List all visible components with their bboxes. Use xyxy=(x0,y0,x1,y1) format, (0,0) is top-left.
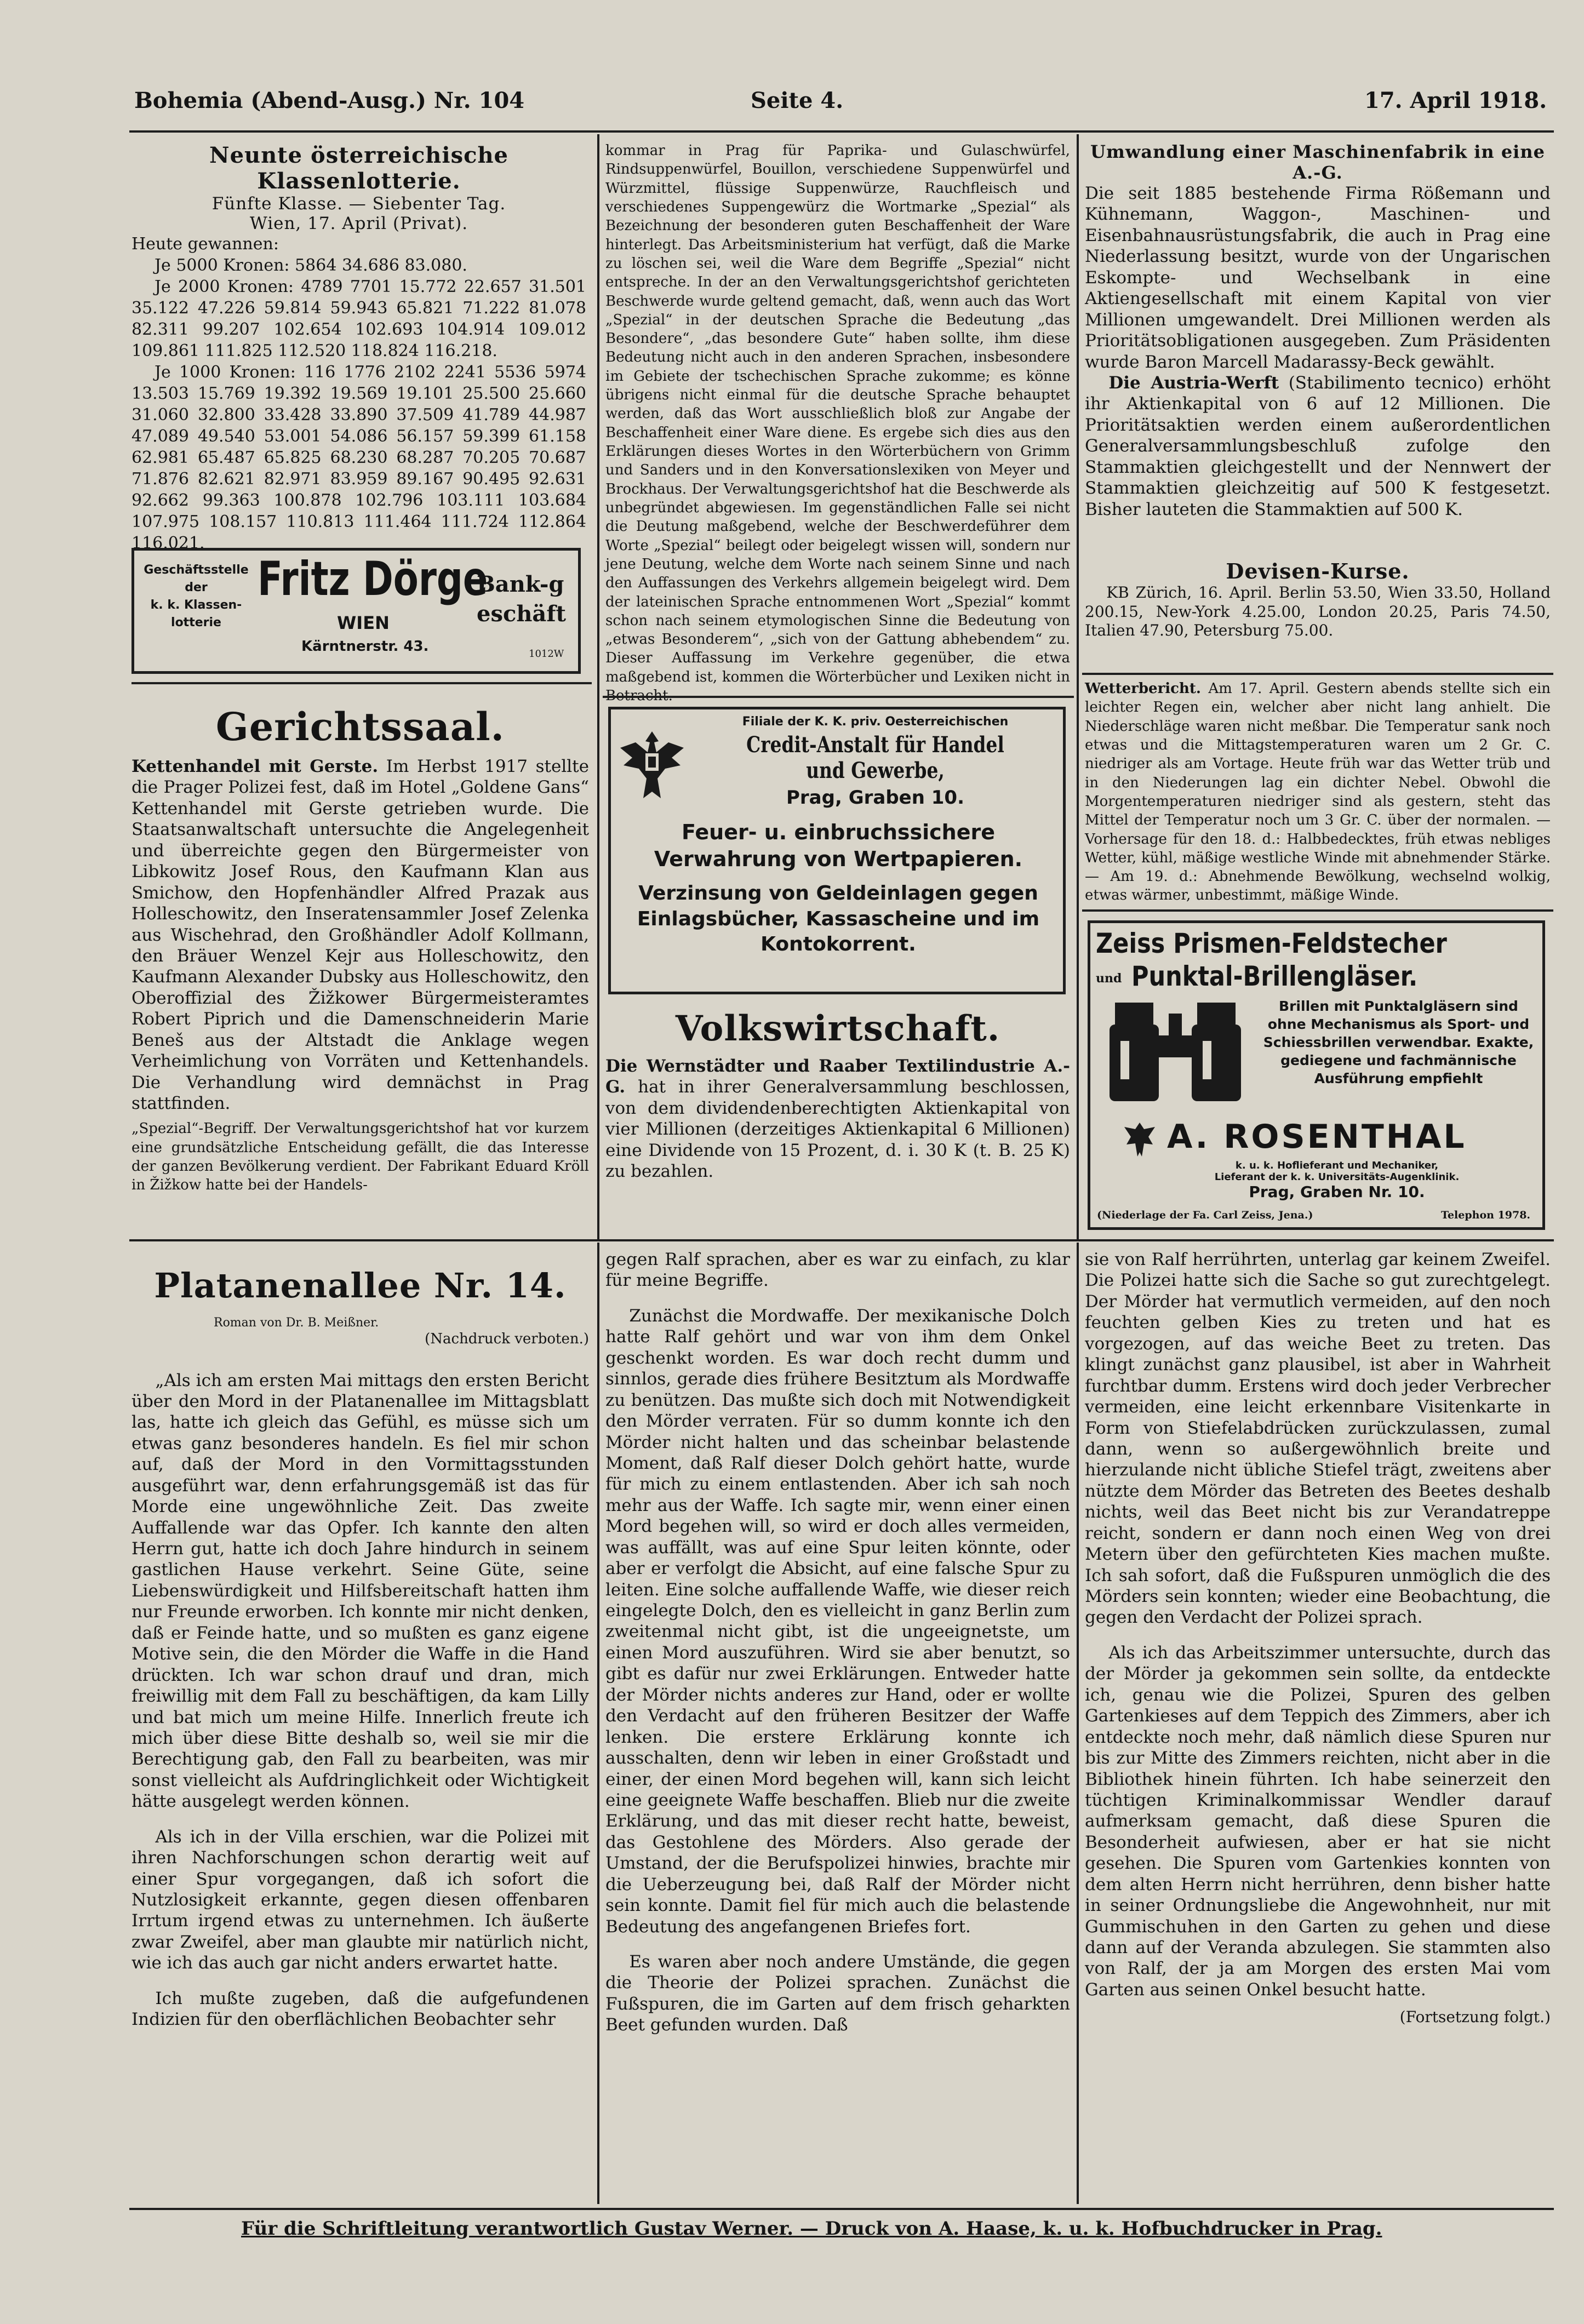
economy-section xyxy=(605,1008,1070,1238)
court-text: Im Herbst 1917 stellte die Prager Polizei fest, daß im Hotel „Goldene Gans“ Kettenhandel mit Gerste getrieben wurde. Die Staatsanwaltschaft untersuchte die Angelegenheit und überreichte gegen den Bürgermeister von Libkowitz Josef Rous, den Kaufmann Klan aus Smichow, den Hopfenhändler Alfred Prazak aus Holleschowitz, den Inseratensammler Josef Zelenka aus Wischehrad, den Großhändler Adolf Kollmann, den Bräuer Wenzel Kejr aus Holleschowitz, den Kaufmann Alexander Dubsky aus Holleschowitz, den Oberoffizial des Žižkower Bürgermeisteramtes Robert Piprich und die Damenschneiderin Marie Beneš aus der Altstadt die Anklage wegen Verheimlichung von Vorräten und Kettenhandels. Die Verhandlung wird demnächst in Prag stattfinden. xyxy=(131,757,589,1113)
bank-line-4: Feuer- u. einbruchssichere Verwahrung von Wertpapieren. xyxy=(654,820,1023,872)
lottery-subtitle: Fünfte Klasse. — Siebenter Tag. xyxy=(211,194,506,214)
eagle-emblem-icon xyxy=(619,726,685,808)
rule-devisen xyxy=(1082,673,1553,675)
conversion-title: Umwandlung einer Maschinenfabrik in eine A.-G. xyxy=(1090,141,1545,183)
rule-weather xyxy=(1082,909,1553,912)
bank-ad-services xyxy=(625,819,1052,958)
dorge-ad-left xyxy=(139,562,254,632)
zeiss-footer: (Niederlage der Fa. Carl Zeiss, Jena.) xyxy=(1097,1209,1313,1221)
lottery-intro: Heute gewannen: xyxy=(131,234,279,254)
zeiss-sub-2: Lieferant der k. k. Universitäts-Augenklinik. xyxy=(1214,1171,1460,1183)
zeiss-firm: A. ROSENTHAL xyxy=(1167,1118,1467,1156)
header-right: 17. April 1918. xyxy=(1364,88,1547,113)
conversion-text: Die seit 1885 bestehende Firma Rößemann und Kühnemann, Waggon-, Maschinen- und Eisenbahnausrüstungsfabrik, die auch in Prag eine Niederlassung besitzt, wurde von der Ungarischen Eskompte- und Wechselbank in eine Aktiengesellschaft mit einem Kapital von vier Millionen umgewandelt. Drei Millionen werden als Prioritätsobligationen ausgegeben. Zum Präsidenten wurde Baron Marcell Madarassy-Beck gewählt. xyxy=(1085,184,1551,372)
bank-line-1: Filiale der K. K. priv. Oesterreichischen xyxy=(742,715,1009,729)
dorge-code: 1012W xyxy=(529,648,564,660)
rule-lottery xyxy=(131,682,592,684)
novel-c1-p3: Ich mußte zugeben, daß die aufgefundenen Indizien für den oberflächlichen Beobachter sehr xyxy=(131,1988,589,2030)
court-lead: Kettenhandel mit Gerste. xyxy=(131,757,379,776)
zeiss-line-1: Zeiss Prismen-Feldstecher xyxy=(1096,928,1447,959)
devisen-text: KB Zürich, 16. April. Berlin 53.50, Wien 33.50, Holland 200.15, New-York 4.25.00, London 20.25, Paris 74.50, Italien 47.90, Petersburg 75.00. xyxy=(1085,583,1551,640)
devisen-title: Devisen-Kurse. xyxy=(1226,559,1410,583)
bank-line-3: Prag, Graben 10. xyxy=(786,787,964,809)
footer-rule xyxy=(129,2208,1554,2210)
novel-c2-p2: Zunächst die Mordwaffe. Der mexikanische Dolch hatte Ralf gehört und war von ihm dem Onkel geschenkt worden. Es war doch recht dumm und sinnlos, gerade dies frühere Besitztum als Mordwaffe zu benützen. Das mußte sich doch mit Notwendigkeit den Mörder verraten. Für so dumm konnte ich den Mörder nicht halten und das scheinbar belastende Moment, daß Ralf dieser Dolch gehört hatte, wurde für mich zu einem entlastenden. Aber ich sah noch mehr aus der Waffe. Ich sagte mir, wenn einer einen Mord begehen will, so wird er doch alles vermeiden, was auffällt, was auf eine Spur leiten könnte, oder aber er verfolgt die Absicht, auf eine falsche Spur zu leiten. Eine solche auffallende Waffe, wie dieser reich eingelegte Dolch, den es vielleicht in ganz Berlin zum zweitenmal nicht gibt, ist die ungeeignetste, um einen Mord auszuführen. Wird sie aber benutzt, so gibt es dafür nur zwei Erklärungen. Entweder hatte der Mörder nichts anderes zur Hand, oder er wollte den Verdacht auf den früheren Besitzer der Waffe lenken. Die erstere Erklärung konnte ich ausschalten, denn wir leben in einer Großstadt und einer, der einen Mord begehen will, kann sich leicht eine geeignete Waffe beschaffen. Blieb nur die zweite Erklärung, und das mit dieser recht hatte, beweist, das Gestohlene des Mörders. Also gerade der Umstand, der die Berufspolizei hinwies, brachte mir die Ueberzeugung bei, daß Ralf der Mörder nicht sein konnte. Damit fiel für mich auch die belastende Bedeutung des angefangenen Briefes fort. xyxy=(605,1306,1070,1937)
zeiss-line-2: Punktal-Brillengläser. xyxy=(1131,960,1418,992)
paprika-text: kommar in Prag für Paprika- und Gulaschwürfel, Rindsuppenwürfel, Bouillon, verschiedene Suppenwürfel und Würzmittel, flüssige Suppenwürze, Rauchfleisch und verschiedenes Suppengewürz die Wortmarke „Spezial“ als Bezeichnung der besonderen guten Beschaffenheit der Ware hinterlegt. Das Arbeitsministerium hat verfügt, daß die Marke zu löschen sei, weil die Ware dem Begriffe „Spezial“ nicht entspreche. In der an den Verwaltungsgerichtshof gerichteten Beschwerde wurde geltend gemacht, daß, wenn auch das Wort „Spezial“ in der deutschen Sprache die Bedeutung „das Besondere“, „das besondere Gute“ haben sollte, ihm diese Bedeutung nicht auch in den anderen Sprachen, insbesondere im Gebiete der tschechischen Sprache zukomme; es könne übrigens nicht einmal für die deutsche Sprache behauptet werden, daß das Wort ausschließlich bloß zur Angabe der Beschaffenheit einer Ware diene. Es ergebe sich dies aus den Erklärungen dieses Wortes in den Wörterbüchern von Grimm und Sanders und in den Konversationslexiken von Meyer und Brockhaus. Der Verwaltungsgerichtshof hat die Beschwerde als unbegründet abgewiesen. Im gegenständlichen Falle sei nicht die Deutung maßgebend, welche der Beschwerdeführer dem Worte „Spezial“ beilegt oder beigelegt wissen will, sondern nur jene Deutung, welche dem Worte nach seinem Sinne und nach den Auffassungen des Verkehrs allgemein beigelegt wird. Dem der lateinischen Sprache entnommenen Wort „Spezial“ kommt schon nach seinem etymologischen Sinne die Bedeutung von „etwas Besonderem“, „sich von der Gattung abhebendem“ zu. Dieser Auffassung im Verkehre gegenüber, die etwa maßgebend ist, kommen die Wörterbücher und Lexiken nicht in xyxy=(605,142,1070,685)
court-note: „Spezial“-Begriff. Der Verwaltungsgerichtshof hat vor kurzem eine grundsätzliche Entscheidung gefällt, die das Interesse der ganzen Bevölkerung verdient. Der Fabrikant Eduard Kröll in Žižkow hatte bei der Handels- xyxy=(131,1120,589,1194)
zeiss-ad xyxy=(1088,920,1545,1230)
header-left: Bohemia (Abend-Ausg.) Nr. 104 xyxy=(134,88,525,113)
novel-col-1 xyxy=(131,1249,589,2202)
bank-ad-text xyxy=(693,715,1057,809)
dorge-city: WIEN xyxy=(337,613,390,633)
novel-continued: (Fortsetzung folgt.) xyxy=(1399,2008,1551,2027)
lottery-section xyxy=(131,142,586,553)
dorge-name: Fritz Dörge xyxy=(258,552,488,606)
lottery-prize-line-2: Je 2000 Kronen: 4789 7701 15.772 22.657 31.501 35.122 47.226 59.814 59.943 65.821 71.222 81.078 82.311 99.207 102.654 102.693 104.914 109.012 109.861 111.825 112.520 118.824 116.218. xyxy=(131,277,586,360)
dorge-left-line-3: k. k. Klassen- xyxy=(150,598,242,612)
dorge-left-line-4: lotterie xyxy=(171,615,221,629)
zeiss-sub xyxy=(1173,1160,1501,1201)
weather-title: Wetterbericht. xyxy=(1085,680,1201,697)
rule-paprika xyxy=(603,696,1074,698)
novel-col-3 xyxy=(1085,1249,1551,2202)
header-rule xyxy=(129,130,1554,133)
zeiss-sub-1: k. u. k. Hoflieferant und Mechaniker, xyxy=(1235,1160,1439,1171)
novel-c3-p2: Als ich das Arbeitszimmer untersuchte, durch das der Mörder ja gekommen sein sollte, da entdeckte ich, genau wie die Polizei, Spuren des gelben Gartenkieses auf dem Teppich des Zimmers, aber ich entdeckte noch mehr, daß nämlich diese Spuren nur bis zur Mitte des Zimmers reichten, nicht aber in die Bibliothek hinein führten. Ich habe seinerzeit den tüchtigen Kriminalkommissar Wendler darauf aufmerksam gemacht, daß diese Spuren die Besonderheit aufwiesen, aber er hat sie nicht gesehen. Die Spuren vom Gartenkies konnten von dem alten Herrn nicht herrühren, denn bisher hatte in seiner Ordnungsliebe die Angewohnheit, nur mit Gummischuhen in den Garten zu gehen und diese dann auf der Veranda abzulegen. Sie stammten also von Ralf, der ja am Morgen des ersten Mai vom Garten aus seinen Onkel besucht hatte. xyxy=(1085,1642,1551,2000)
novel-c3-p1: sie von Ralf herrührten, unterlag gar keinem Zweifel. Die Polizei hatte sich die Sache so gut zurechtgelegt. Der Mörder hat vermutlich vermeiden, auf den noch feuchten gelben Kies zu treten und hat es vorgezogen, auf das weiche Beet zu treten. Das klingt zunächst ganz plausibel, ist aber in Wahrheit furchtbar dumm. Erstens wird doch jeder Verbrecher vermeiden, eine leicht erkennbare Visitenkarte in Form von Stiefelabdrücken zurückzulassen, zumal dann, wenn so außergewöhnlich breite und hierzulande nicht übliche Stiefel trägt, zweitens aber nützte dem Mörder das Betreten des Beetes deshalb nichts, weil das Beet nicht bis zur Verandatreppe reicht, sondern er dann noch einen Weg von drei Metern über den gefürchteten Kies machen mußte. Ich sah sofort, daß die Fußspuren unmöglich die des Mörders sein konnten; wieder eine Beobachtung, die gegen den Verdacht der Polizei sprach. xyxy=(1085,1250,1551,1628)
court-title: Gerichtssaal. xyxy=(215,704,505,749)
novel-title: Platanenallee Nr. 14. xyxy=(154,1266,567,1306)
economy-paragraph xyxy=(605,1056,1070,1182)
bank-ad xyxy=(608,707,1066,994)
binoculars-icon xyxy=(1099,997,1252,1107)
lottery-title: Neunte österreichische Klassenlotterie. xyxy=(209,142,508,194)
dorge-right: Bank-geschäft xyxy=(477,571,567,627)
court-paragraph xyxy=(131,756,589,1114)
economy-lead: Die Wernstädter und Raaber Textilindustrie A.-G. xyxy=(605,1056,1070,1097)
dorge-left-line-1: Geschäftsstelle xyxy=(144,563,249,577)
weather-paragraph xyxy=(1085,679,1551,905)
dorge-address: Kärntnerstr. 43. xyxy=(301,638,429,655)
novel-c1-p2: Als ich in der Villa erschien, war die Polizei mit ihren Nachforschungen schon derartig weit auf einer Spur vorgegangen, daß ich sofort die Nutzlosigkeit erkannte, gegen diesen offenbaren Irrtum irgend etwas zu unternehmen. Ich äußerte zwar Zweifel, aber man glaubte mir natürlich nicht, wie ich das auch gar nicht anders erwartet hatte. xyxy=(131,1827,589,1973)
col-rule-4 xyxy=(1077,1243,1079,2204)
rule-section-divider xyxy=(129,1239,1554,1241)
bank-line-5: Verzinsung von Geldeinlagen gegen Einlagsbücher, Kassascheine und im Kontokorrent. xyxy=(637,881,1040,956)
weather-section xyxy=(1085,679,1551,904)
austria-text: (Stabilimento tecnico) erhöht ihr Aktienkapital von 6 auf 12 Millionen. Die Prioritätsaktien werden einem außerordentlichen Generalversammlungsbeschluß zufolge den Stammaktien gleichgestellt und der Nennwert der Stammaktien gleichzeitig auf 500 K festgesetzt. Bisher lauteten die Stammaktien auf 500 K. xyxy=(1085,373,1551,519)
bank-line-2: Credit-Anstalt für Handel und Gewerbe, xyxy=(746,732,1004,783)
novel-c1-p1: „Als ich am ersten Mai mittags den ersten Bericht über den Mord in der Platanenallee im Mittagsblatt las, hatte ich gleich das Gefühl, es müsse sich um etwas ganz besonderes handeln. Es fiel mir schon auf, daß der Mord in den Vormittagsstunden ausgeführt war, denn erfahrungsgemäß ist das für Morde eine ungewöhnliche Zeit. Das zweite Auffallende war das Opfer. Ich kannte den alten Herrn gut, hatte ich doch Jahre hindurch in seinem gastlichen Hause verkehrt. Seine Güte, seine Liebenswürdigkeit und Hilfsbereitschaft hatten ihm nur Freunde erworben. Ich konnte mir nicht denken, daß er Feinde hatte, und so mußten es ganz eigene Motive sein, die den Mörder die Waffe in die Hand drückten. Ich war schon drauf und dran, mich freiwillig mit dem Fall zu beschäftigen, da kam Lilly und bat mich um meine Hilfe. Innerlich freute ich mich über diese Bitte deshalb so, weil sie mir die Berechtigung gab, den Fall zu bearbeiten, was mir sonst vielleicht als Aufdringlichkeit oder Wichtigkeit hätte ausgelegt werden können. xyxy=(131,1370,589,1812)
novel-c2-p3: Es waren aber noch andere Umstände, die gegen die Theorie der Polizei sprachen. Zunächst die Fußspuren, die im Garten auf dem frisch geharkten Beet gefunden wurden. Daß xyxy=(605,1952,1070,2035)
eagle-crest-icon xyxy=(1123,1120,1156,1159)
header-center: Seite 4. xyxy=(751,88,844,113)
austria-paragraph xyxy=(1085,373,1551,520)
novel-c2-p1: gegen Ralf sprachen, aber es war zu einfach, zu klar für meine Begriffe. xyxy=(605,1250,1070,1291)
footer-imprint: Für die Schriftleitung verantwortlich Gustav Werner. — Druck von A. Haase, k. u. k. Hofbuchdrucker in Prag. xyxy=(241,2218,1382,2240)
court-section xyxy=(131,704,589,1230)
novel-rights: (Nachdruck verboten.) xyxy=(425,1331,589,1348)
devisen-section xyxy=(1085,559,1551,668)
dorge-left-line-2: der xyxy=(185,580,208,594)
economy-title: Volkswirtschaft. xyxy=(675,1008,1000,1049)
lottery-dateline: Wien, 17. April (Privat). xyxy=(249,214,468,233)
weather-text: Am 17. April. Gestern abends stellte sich ein leichter Regen ein, welcher aber nicht lang anhielt. Die Niederschläge waren nicht meßbar. Die Temperatur sank noch etwas und die Mittagstemperaturen waren um 2 Gr. C. niedriger als am Vortage. Heute früh war das Wetter trüb und in den Niederungen lag ein dichter Nebel. Obwohl die Morgentemperaturen niedriger sind als gestern, steht das Mittel der Temperatur noch um 3 Gr. C. über der normalen. — Vorhersage für den 18. d.: Halbbedecktes, früh etwas nebliges Wetter, kühl, mäßige westliche Winde mit abnehmender Stärke. — Am 19. d.: Abnehmende Bewölkung, wechselnd wolkig, etwas wärmer, unbestimmt, mäßige Winde. xyxy=(1085,680,1551,904)
economy-text: hat in ihrer Generalversammlung beschlossen, von dem dividendenberechtigten Aktienkapital von vier Millionen (derzeitiges Aktienkapital 6 Millionen) eine Dividende von 15 Prozent, d. i. 30 K (t. B. 25 K) zu bezahlen. xyxy=(605,1077,1070,1182)
lottery-prize-line-1: Je 5000 Kronen: 5864 34.686 83.080. xyxy=(155,256,467,275)
col-rule-1 xyxy=(597,134,599,1241)
dorge-ad xyxy=(131,548,581,674)
paprika-section xyxy=(605,141,1070,689)
novel-col-2 xyxy=(605,1249,1070,2202)
austria-title: Die Austria-Werft xyxy=(1108,373,1279,393)
zeiss-sub-3: Prag, Graben Nr. 10. xyxy=(1249,1183,1425,1201)
novel-byline: Roman von Dr. B. Meißner. xyxy=(214,1316,379,1330)
lottery-prize-line-3: Je 1000 Kronen: 116 1776 2102 2241 5536 5974 13.503 15.769 19.392 19.569 19.101 25.500 25.660 31.060 32.800 33.428 33.890 37.509 41.789 44.987 47.089 49.540 53.001 54.086 56.157 59.399 61.158 62.981 65.487 65.825 68.230 68.287 70.205 70.687 71.876 82.621 82.971 83.959 89.167 90.495 92.631 92.662 99.363 100.878 102.796 103.111 103.684 107.975 108.157 110.813 111.464 111.724 112.864 116.021. xyxy=(131,363,586,553)
zeiss-desc: Brillen mit Punktalgläsern sind ohne Mechanismus als Sport- und Schiessbrillen verwendbar. Exakte, gediegene und fachmännische Ausführung empfiehlt xyxy=(1263,998,1534,1086)
conversion-section xyxy=(1085,141,1551,558)
col-rule-2 xyxy=(1077,134,1079,1241)
zeiss-phone: Telephon 1978. xyxy=(1441,1209,1531,1221)
zeiss-und: und xyxy=(1096,971,1122,986)
col-rule-3 xyxy=(597,1243,599,2204)
